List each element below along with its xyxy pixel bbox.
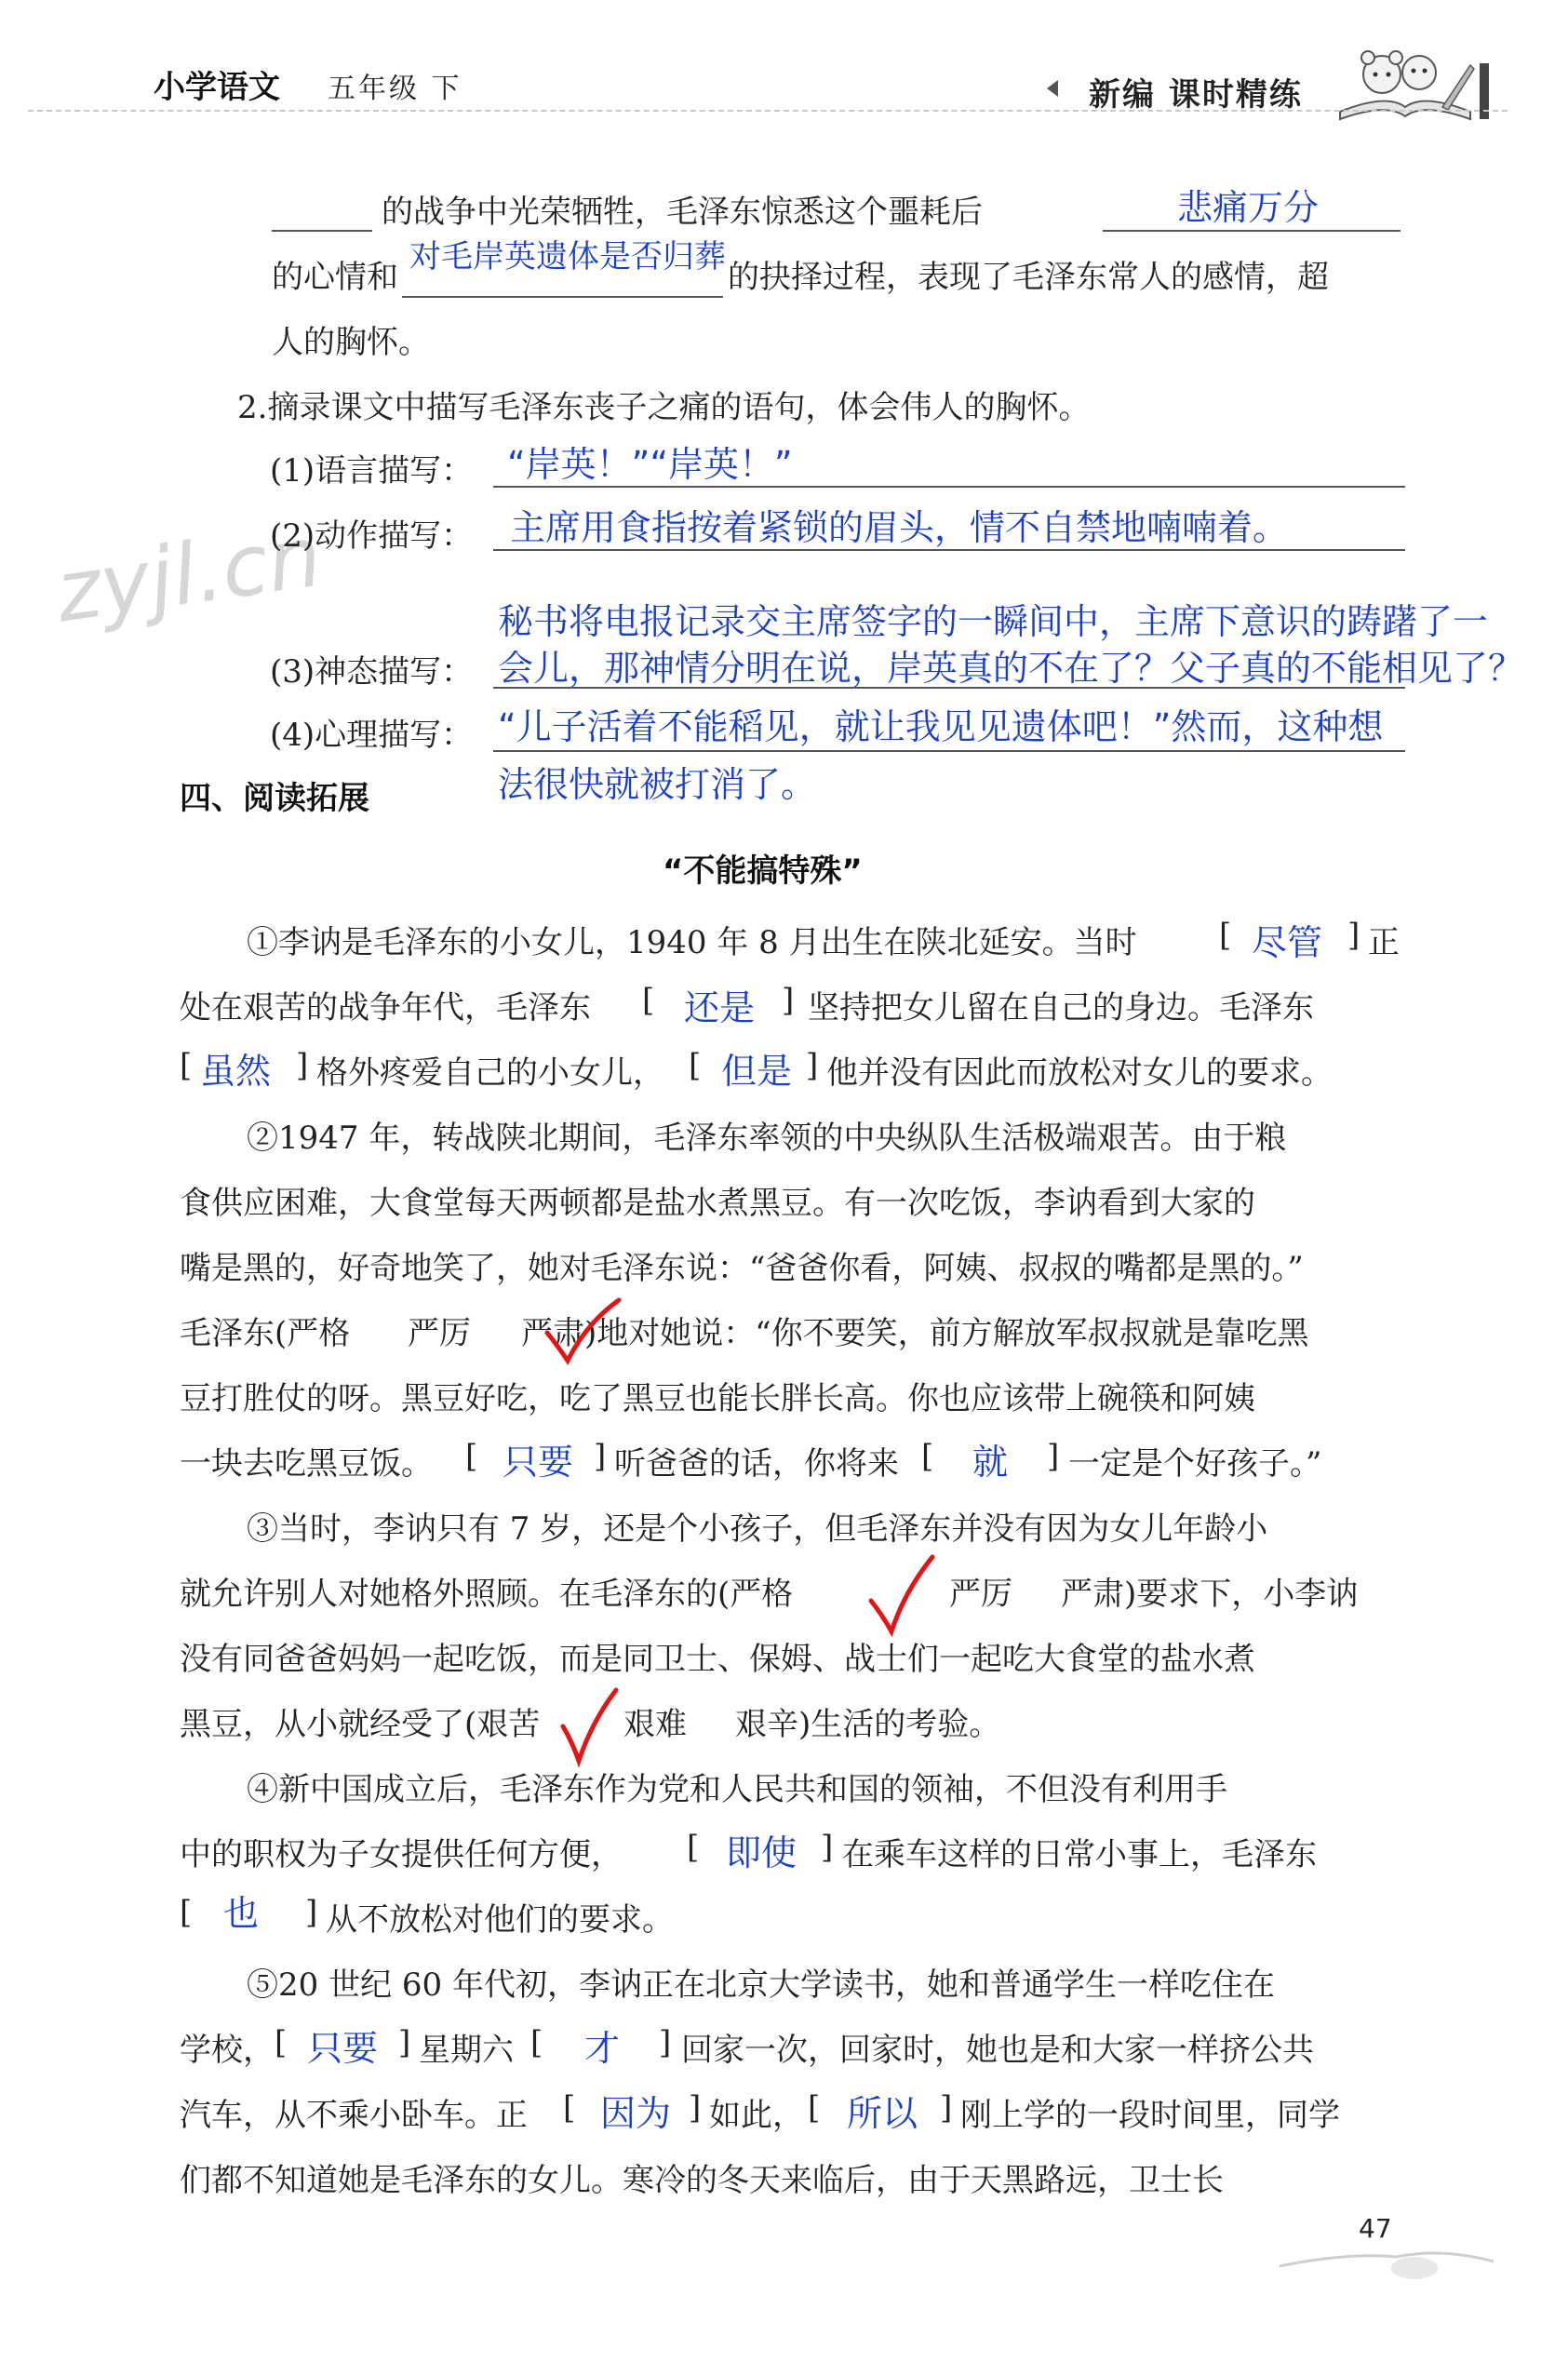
- bracket-open: [: [1219, 917, 1232, 954]
- check-mark-icon: [558, 1684, 623, 1768]
- p5-answer4: 所以: [847, 2093, 918, 2134]
- p2-answer1: 只要: [503, 1442, 574, 1483]
- p5-answer1: 只要: [307, 2028, 379, 2069]
- q2-item2-label: (2)动作描写：: [270, 517, 474, 555]
- q2-item4-answer-line1: “儿子活着不能稻见，就让我见见遗体吧！”然而，这种想: [498, 706, 1384, 747]
- p2-line6c: 一定是个好孩子。”: [1068, 1445, 1322, 1483]
- blank-line: [493, 687, 1405, 689]
- p3-line4b: 艰难: [623, 1706, 687, 1743]
- p2-answer2: 就: [972, 1442, 1009, 1483]
- p3-line2b: 严厉: [949, 1576, 1012, 1613]
- p3-line1: ③当时，李讷只有 7 岁，还是个小孩子，但毛泽东并没有因为女儿年龄小: [247, 1510, 1268, 1548]
- answer-q1-1: 悲痛万分: [1177, 187, 1320, 228]
- p1-line3a: 格外疼爱自己的小女儿，: [316, 1054, 664, 1092]
- blank-line: [402, 296, 723, 298]
- blank-line: [493, 750, 1405, 752]
- blank-line: [272, 230, 372, 232]
- p5-line2a: 学校，: [180, 2032, 275, 2069]
- p1-answer1: 尽管: [1252, 922, 1323, 963]
- p4-answer1: 即使: [726, 1832, 797, 1873]
- q2-prompt: 2.摘录课文中描写毛泽东丧子之痛的语句，体会伟人的胸怀。: [237, 389, 1091, 426]
- p2-line4c: 严肃)地对她说：“你不要笑，前方解放军叔叔就是靠吃黑: [521, 1315, 1309, 1352]
- p1-answer2: 还是: [684, 987, 756, 1028]
- p2-line3: 嘴是黑的，好奇地笑了，她对毛泽东说：“爸爸你看，阿姨、叔叔的嘴都是黑的。”: [180, 1250, 1304, 1287]
- watermark: zyjl.cn: [50, 507, 328, 642]
- p5-line1: ⑤20 世纪 60 年代初，李讷正在北京大学读书，她和普通学生一样吃住在: [247, 1966, 1275, 2004]
- answer-q1-2: 对毛岸英遗体是否归葬: [409, 238, 726, 275]
- p2-line4b: 严厉: [408, 1315, 471, 1352]
- q2-item3-label: (3)神态描写：: [270, 653, 474, 691]
- p5-line3c: 刚上学的一段时间里，同学: [960, 2097, 1340, 2134]
- blank-line: [493, 549, 1405, 551]
- p5-line2b: 星期六: [419, 2032, 514, 2069]
- q1-line2-suffix: 的抉择过程，表现了毛泽东常人的感情，超: [728, 259, 1329, 296]
- article-title: “不能搞特殊”: [663, 852, 863, 890]
- q2-item4-label: (4)心理描写：: [270, 717, 474, 754]
- blank-line: [1103, 230, 1400, 232]
- q2-item4-answer-line2: 法很快就被打消了。: [498, 764, 817, 805]
- p1-line1b: 正: [1368, 924, 1400, 961]
- p4-line2b: 在乘车这样的日常小事上，毛泽东: [842, 1836, 1317, 1873]
- p5-line3b: 如此，: [709, 2097, 804, 2134]
- p5-answer3: 因为: [600, 2093, 672, 2134]
- triangle-icon: [1047, 80, 1058, 97]
- p2-line5: 豆打胜仗的呀。黑豆好吃，吃了黑豆也能长胖长高。你也应该带上碗筷和阿姨: [180, 1380, 1255, 1417]
- section-heading: 四、阅读拓展: [180, 780, 369, 817]
- page-number: 47: [1359, 2213, 1392, 2244]
- p1-answer3: 虽然: [200, 1051, 272, 1092]
- q1-line2-prefix: 的心情和: [272, 259, 398, 296]
- p3-line4a: 黑豆，从小就经受了(艰苦: [180, 1706, 541, 1743]
- p1-line3b: 他并没有因此而放松对女儿的要求。: [826, 1054, 1333, 1092]
- p1-line2b: 坚持把女儿留在自己的身边。毛泽东: [808, 989, 1314, 1027]
- q2-item1-answer: “岸英！”“岸英！”: [507, 444, 793, 485]
- p4-answer2: 也: [223, 1893, 260, 1934]
- q2-item2-answer: 主席用食指按着紧锁的眉头，情不自禁地喃喃着。: [510, 507, 1289, 548]
- q2-item3-answer-line2: 会儿，那神情分明在说，岸英真的不在了？父子真的不能相见了？: [498, 648, 1524, 689]
- blank-line: [493, 486, 1405, 488]
- q2-item1-label: (1)语言描写：: [270, 452, 474, 490]
- p2-line4a: 毛泽东(严格: [180, 1315, 351, 1352]
- p3-line3: 没有同爸爸妈妈一起吃饭，而是同卫士、保姆、战士们一起吃大食堂的盐水煮: [180, 1641, 1255, 1678]
- p4-line1: ④新中国成立后，毛泽东作为党和人民共和国的领袖，不但没有利用手: [247, 1771, 1227, 1808]
- p5-line2c: 回家一次，回家时，她也是和大家一样挤公共: [681, 2032, 1314, 2069]
- p2-line2: 食供应困难，大食堂每天两顿都是盐水煮黑豆。有一次吃饭，李讷看到大家的: [180, 1185, 1255, 1222]
- header-divider: [28, 110, 1508, 112]
- p2-line6a: 一块去吃黑豆饭。: [180, 1445, 433, 1483]
- check-mark-icon: [540, 1295, 623, 1370]
- p3-line2a: 就允许别人对她格外照顾。在毛泽东的(严格: [180, 1576, 794, 1613]
- check-mark-icon: [865, 1550, 940, 1638]
- header-title: 小学语文: [154, 69, 280, 106]
- p5-line3a: 汽车，从不乘小卧车。正: [180, 2097, 528, 2134]
- p4-line2a: 中的职权为子女提供任何方便，: [180, 1836, 623, 1873]
- header-grade: 五年级 下: [328, 73, 462, 105]
- q2-item3-answer-line1: 秘书将电报记录交主席签字的一瞬间中，主席下意识的踌躇了一: [498, 601, 1489, 642]
- brand-logo-text: 新编 课时精练: [1089, 76, 1303, 114]
- p5-line4: 们都不知道她是毛泽东的女儿。寒冷的冬天来临后，由于天黑路远，卫士长: [180, 2162, 1224, 2199]
- p1-line2a: 处在艰苦的战争年代，毛泽东: [180, 989, 591, 1027]
- p2-line6b: 听爸爸的话，你将来: [614, 1445, 899, 1483]
- p5-answer2: 才: [584, 2028, 621, 2069]
- p2-line1: ②1947 年，转战陕北期间，毛泽东率领的中央纵队生活极端艰苦。由于粮: [247, 1120, 1287, 1157]
- q1-line3: 人的胸怀。: [272, 324, 430, 361]
- p3-line4c: 艰辛)生活的考验。: [735, 1706, 1001, 1743]
- q1-line1: 的战争中光荣牺牲，毛泽东惊悉这个噩耗后: [382, 194, 983, 231]
- p1-answer4: 但是: [721, 1051, 793, 1092]
- p4-line3: 从不放松对他们的要求。: [326, 1901, 674, 1939]
- book-mascot-icon: [1331, 37, 1480, 126]
- p3-line2c: 严肃)要求下，小李讷: [1061, 1576, 1359, 1613]
- p1-line1a: ①李讷是毛泽东的小女儿，1940 年 8 月出生在陕北延安。当时: [247, 924, 1137, 961]
